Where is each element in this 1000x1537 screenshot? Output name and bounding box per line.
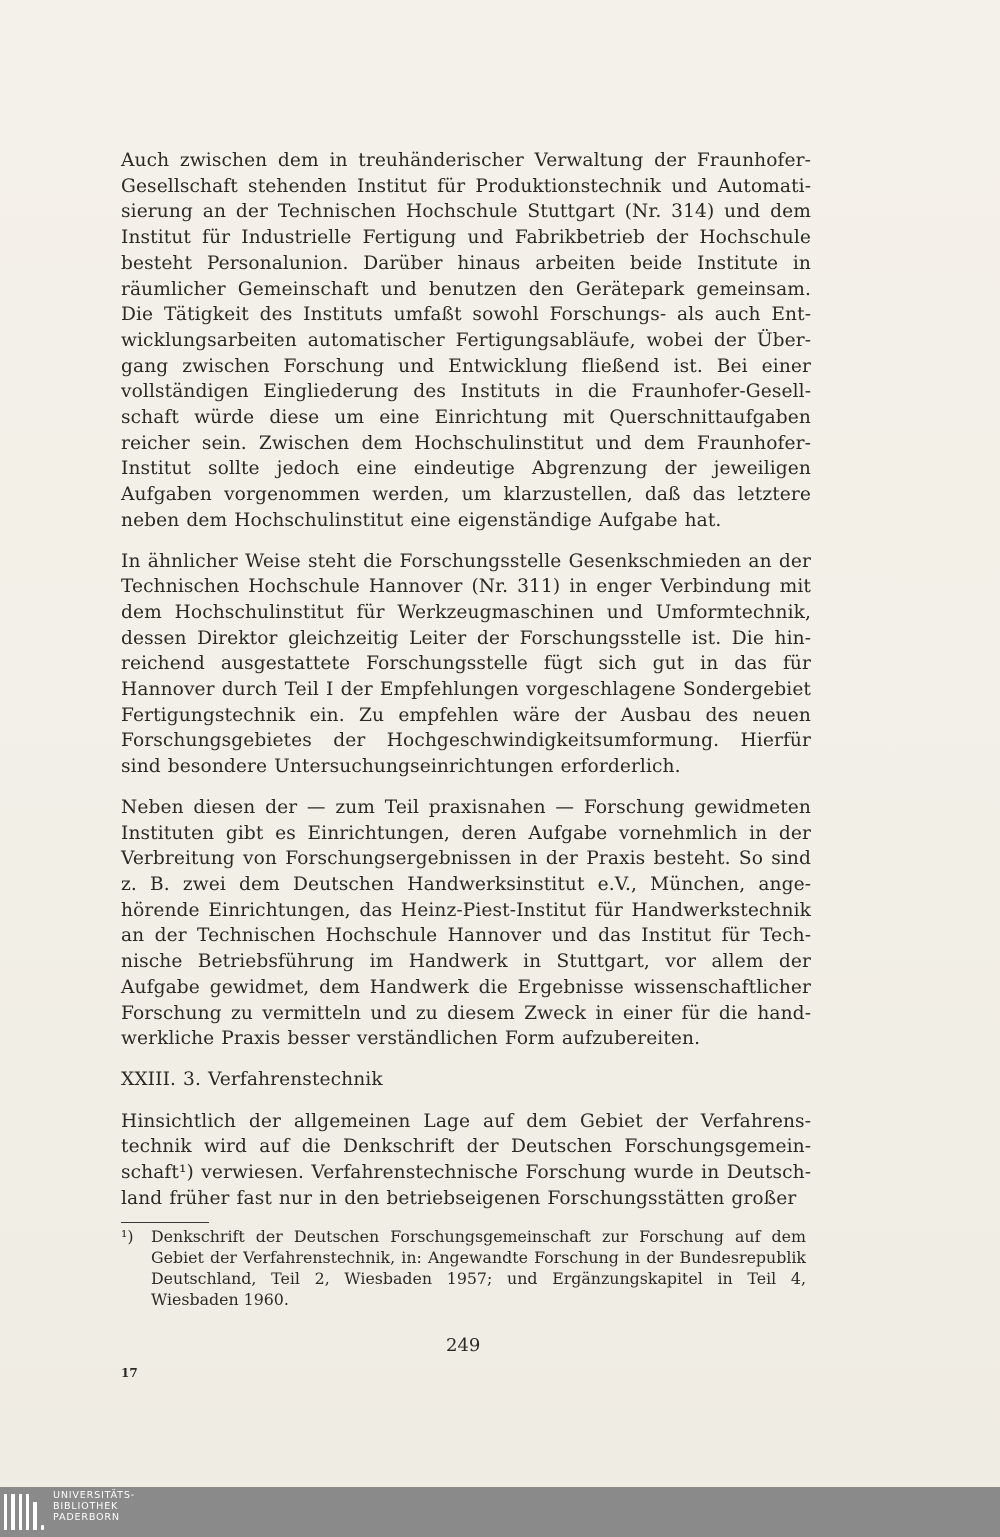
footnote-text: Denkschrift der Deutschen Forschungsgemeinschaft zur Forschung auf dem Gebiet der Verfahrenstechnik, in: Angewandte Forschung in der Bundesrepublik Deutschland, Teil 2, Wiesbaden 1957; und Ergänzungskapitel in Teil 4, Wiesbaden 1960. xyxy=(151,1227,806,1309)
section-paragraph: Hinsichtlich der allgemeinen Lage auf dem Gebiet der Verfahrenstechnik wird auf die Denkschrift der Deutschen Forschungsgemeinschaft¹) verwiesen. Verfahrenstechnische Forschung wurde in Deutschland früher fast nur in den betriebseigenen Forschungsstätten großer xyxy=(121,1110,811,1209)
library-name xyxy=(53,1490,135,1523)
footnote xyxy=(121,1226,809,1310)
paragraph-3: Neben diesen der — zum Teil praxisnahen — Forschung gewidmeten Instituten gibt es Einrichtungen, deren Aufgabe vornehmlich in der Verbreitung von Forschungsergebnissen in der Praxis besteht. So sind z. B. zwei dem Deutschen Handwerksinstitut e.V., München, angehörende Einrichtungen, das Heinz-Piest-Institut für Handwerkstechnik an der Technischen Hochschule Hannover und das Institut für Technische Betriebsführung im Handwerk in Stuttgart, vor allem der Aufgabe gewidmet, dem Handwerk die Ergebnisse wissenschaftlicher Forschung zu vermitteln und zu diesem Zweck in einer für die handwerkliche Praxis besser verständlichen Form aufzubereiten. xyxy=(121,796,811,1050)
signature-mark: 17 xyxy=(121,1366,138,1380)
section-heading: XXIII. 3. Verfahrenstechnik xyxy=(121,1068,383,1090)
footnote-divider xyxy=(121,1222,209,1223)
main-text xyxy=(121,148,811,1226)
footnote-marker: ¹) xyxy=(121,1227,134,1246)
page-number: 249 xyxy=(446,1335,481,1356)
library-name-line-2: BIBLIOTHEK xyxy=(53,1501,119,1512)
library-name-line-3: PADERBORN xyxy=(53,1512,120,1523)
library-logo-icon xyxy=(4,1494,44,1530)
library-banner xyxy=(0,1487,1000,1537)
library-name-line-1: UNIVERSITÄTS- xyxy=(53,1490,135,1501)
paragraph-2: In ähnlicher Weise steht die Forschungsstelle Gesenkschmieden an der Technischen Hochschule Hannover (Nr. 311) in enger Verbindung mit dem Hochschulinstitut für Werkzeugmaschinen und Umformtechnik, dessen Direktor gleichzeitig Leiter der Forschungsstelle ist. Die hinreichend ausgestattete Forschungsstelle fügt sich gut in das für Hannover durch Teil I der Empfehlungen vorgeschlagene Sondergebiet Fertigungstechnik ein. Zu empfehlen wäre der Ausbau des neuen Forschungsgebietes der Hochgeschwindigkeitsumformung. Hierfür sind besondere Untersuchungseinrichtungen erforderlich. xyxy=(121,550,811,778)
paragraph-1: Auch zwischen dem in treuhänderischer Verwaltung der Fraunhofer-Gesellschaft stehenden Institut für Produktionstechnik und Automatisierung an der Technischen Hochschule Stuttgart (Nr. 314) und dem Institut für Industrielle Fertigung und Fabrikbetrieb der Hochschule besteht Personalunion. Darüber hinaus arbeiten beide Institute in räumlicher Gemeinschaft und benutzen den Gerätepark gemeinsam. Die Tätigkeit des Instituts umfaßt sowohl Forschungs- als auch Entwicklungsarbeiten automatischer Fertigungsabläufe, wobei der Übergang zwischen Forschung und Entwicklung fließend ist. Bei einer vollständigen Eingliederung des Instituts in die Fraunhofer-Gesellschaft würde diese um eine Einrichtung mit Querschnittaufgaben reicher sein. Zwischen dem Hochschulinstitut und dem Fraunhofer-Institut sollte jedoch eine eindeutige Abgrenzung der jeweiligen Aufgaben vorgenommen werden, um klarzustellen, daß das letztere neben dem Hochschulinstitut eine eigenständige Aufgabe hat. xyxy=(121,150,811,531)
